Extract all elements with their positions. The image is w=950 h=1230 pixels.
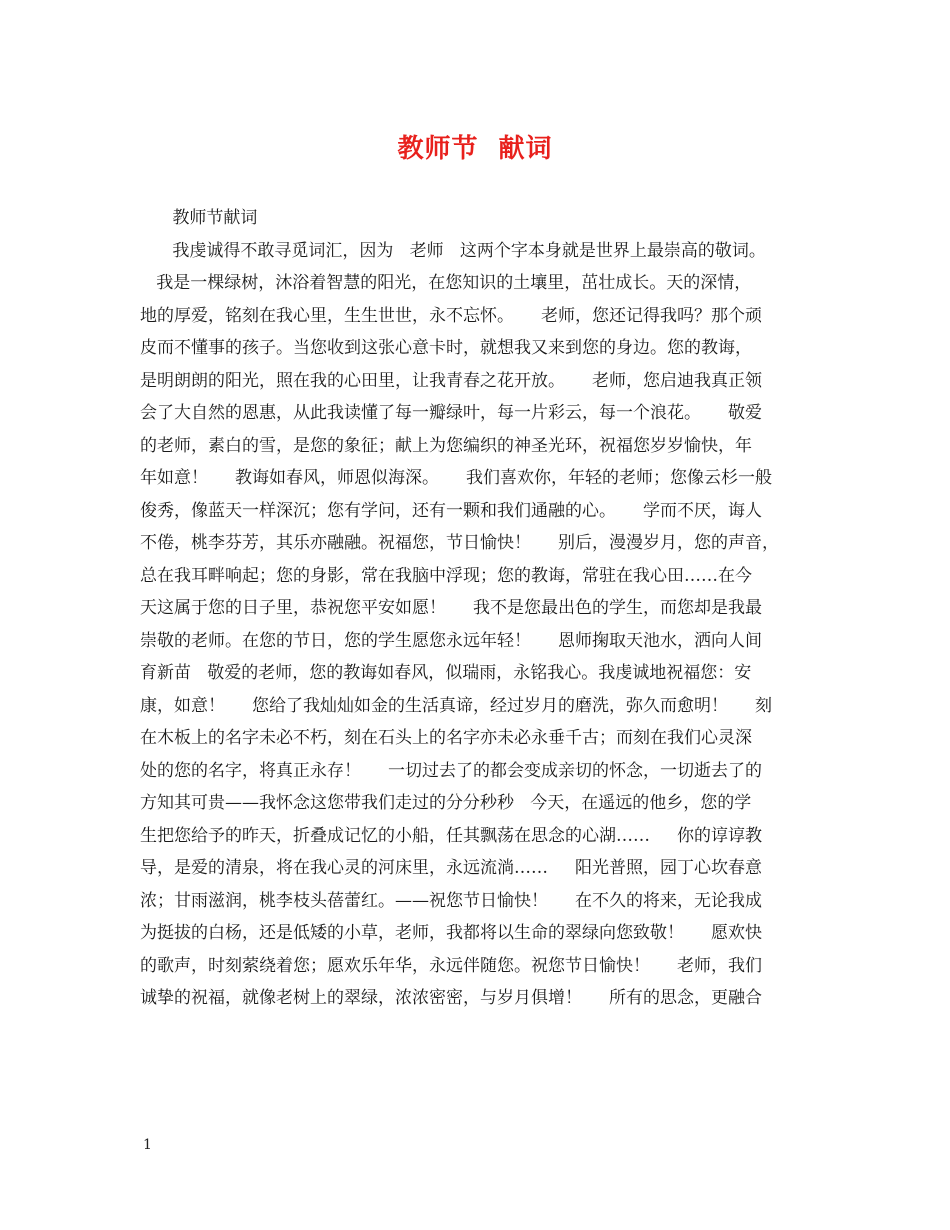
paragraph-line: 育新苗 敬爱的老师，您的教诲如春风，似瑞雨，永铭我心。我虔诚地祝福您：安: [140, 663, 752, 683]
paragraph-line: 不倦，桃李芬芳，其乐亦融融。祝福您，节日愉快！ 别后，漫漫岁月，您的声音，: [140, 533, 780, 553]
paragraph-line: 俊秀，像蓝天一样深沉；您有学问，还有一颗和我们通融的心。 学而不厌，诲人: [140, 501, 763, 521]
paragraph-line: 天这属于您的日子里，恭祝您平安如愿！ 我不是您最出色的学生，而您却是我最: [140, 598, 763, 618]
paragraph-line: 生把您给予的昨天，折叠成记忆的小船，任其飘荡在思念的心湖…… 你的谆谆教: [140, 826, 763, 846]
document-subtitle: 教师节献词: [140, 208, 258, 228]
paragraph-line: 皮而不懂事的孩子。当您收到这张心意卡时，就想我又来到您的身边。您的教诲，: [140, 338, 752, 358]
paragraph-line: 康，如意！ 您给了我灿灿如金的生活真谛，经过岁月的磨洗，弥久而愈明！ 刻: [140, 696, 773, 716]
paragraph-line: 总在我耳畔响起；您的身影，常在我脑中浮现；您的教诲，常驻在我心田……在今: [140, 566, 752, 586]
paragraph-line: 在木板上的名字未必不朽，刻在石头上的名字亦未必永垂千古；而刻在我们心灵深: [140, 728, 752, 748]
paragraph-line: 是明朗朗的阳光，照在我的心田里，让我青春之花开放。 老师，您启迪我真正领: [140, 371, 763, 391]
paragraph-line: 方知其可贵——我怀念这您带我们走过的分分秒秒 今天，在遥远的他乡，您的学: [140, 793, 752, 813]
paragraph-line: 的歌声，时刻萦绕着您；愿欢乐年华，永远伴随您。祝您节日愉快！ 老师，我们: [140, 956, 763, 976]
paragraph-line: 崇敬的老师。在您的节日，您的学生愿您永远年轻！ 恩师掬取天池水，洒向人间: [140, 631, 763, 651]
page-number: 1: [143, 1137, 152, 1153]
paragraph-line: 为挺拔的白杨，还是低矮的小草，老师，我都将以生命的翠绿向您致敬！ 愿欢快: [140, 923, 763, 943]
paragraph-line: 诚挚的祝福，就像老树上的翠绿，浓浓密密，与岁月俱增！ 所有的思念，更融合: [140, 988, 763, 1008]
paragraph-line: 年如意！ 教诲如春风，师恩似海深。 我们喜欢你，年轻的老师；您像云杉一般: [140, 468, 773, 488]
paragraph-line: 我是一棵绿树，沐浴着智慧的阳光，在您知识的土壤里，茁壮成长。天的深情，: [140, 273, 752, 293]
paragraph-line: 地的厚爱，铭刻在我心里，生生世世，永不忘怀。 老师，您还记得我吗？那个顽: [140, 306, 763, 326]
paragraph-line: 处的您的名字，将真正永存！ 一切过去了的都会变成亲切的怀念，一切逝去了的: [140, 761, 763, 781]
paragraph-line: 的老师，素白的雪，是您的象征；献上为您编织的神圣光环，祝福您岁岁愉快，年: [140, 436, 752, 456]
document-title: 教师节 献词: [397, 134, 553, 164]
paragraph-line: 浓；甘雨滋润，桃李枝头蓓蕾红。——祝您节日愉快！ 在不久的将来，无论我成: [140, 891, 763, 911]
paragraph-line: 会了大自然的恩惠，从此我读懂了每一瓣绿叶，每一片彩云，每一个浪花。 敬爱: [140, 403, 763, 423]
paragraph-line: 我虔诚得不敢寻觅词汇，因为 老师 这两个字本身就是世界上最崇高的敬词。: [140, 241, 766, 261]
paragraph-line: 导，是爱的清泉，将在我心灵的河床里，永远流淌…… 阳光普照，园丁心坎春意: [140, 858, 763, 878]
